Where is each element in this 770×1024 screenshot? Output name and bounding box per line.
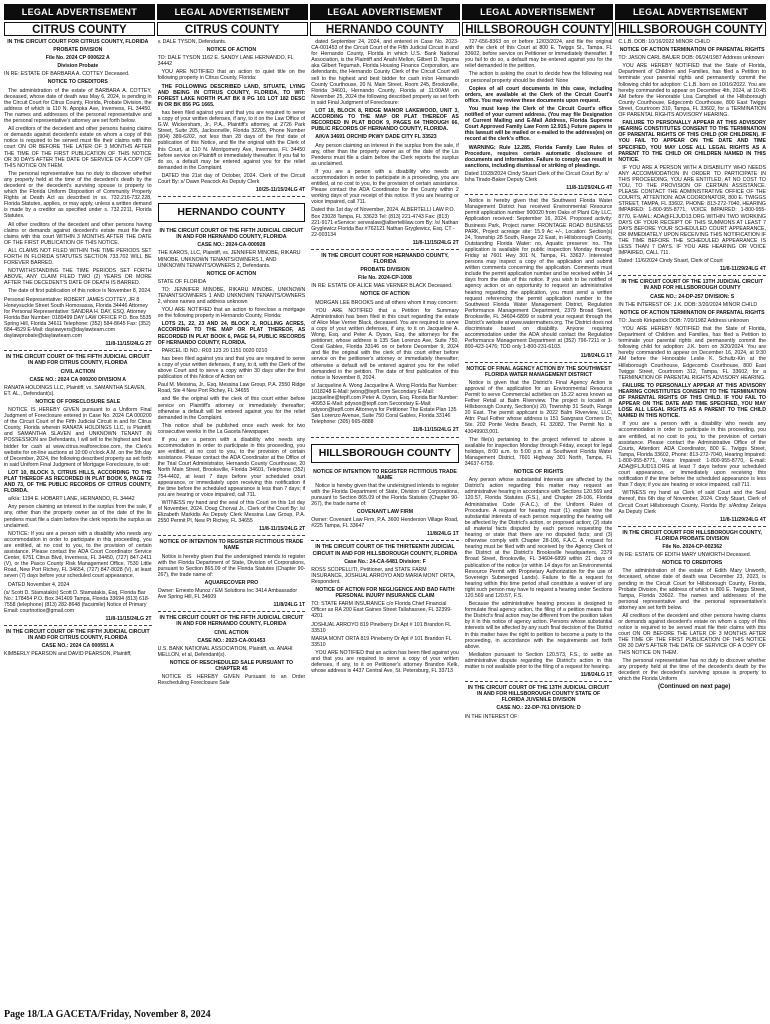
divider [618,526,766,527]
publication-ref: 11/8-11/29/24LG 4T [566,185,613,192]
notice-text: Any person claiming an interest in the surplus from the sale, if any, other than the property owner as of the date of the Lis Pendens must file a claim before the Clerk reports the surplus as unclaimed. [311,142,459,167]
interest-of: IN THE INTEREST OF: [464,713,519,720]
county-headers [4,22,766,36]
notice-text: If you are a person with a disability who needs any accommodation in order to participate in this proceeding, you are entitled, at no cost to you, to the provision of certain assistance. Please contact the ADA Coordinator at the Office of the Trial Court Administrator, Hernando County Courthouse, 20 North Main Street, Brooksville, Florida 34601, Telephone (352) 754-4402, at least 7 days before your scheduled court appearance, or immediately upon receiving this notification if the time before the scheduled appearance is less than 7 days; if you are hearing or voice impaired, call 711. [157,436,306,498]
notice-text: Mediation pursuant to Section 120.573, F.S., to settle an administrative dispute regarding the District's action in this matter is not available prior to the filing of a request for hearing. [464,651,613,670]
publication-ref: 10/25-11/15/24LG 4T [255,187,306,194]
notice-title: NOTICE TO CREDITORS [47,79,108,86]
witness: WITNESS my hand as Clerk of said Court and the Seal thereof, this 6th day of November, 2024. Cindy Stuart, Clerk of Circuit Court Hillsborough County, Florida By: s/Ardray Zelaya As Deputy Clerk [618,490,766,515]
civil-action: CIVIL ACTION [60,368,95,375]
clerk-info: Dated 10/28/2024 Cindy Stuart Clerk of the Circuit Court By: s/ Isha Tirado-Baker Deputy Clerk [464,170,609,183]
county-label: CITRUS COUNTY [157,22,308,36]
court-heading: IN THE CIRCUIT COURT OF THE FIFTH JUDICIAL CIRCUIT IN AND FOR CITRUS COUNTY, FLORIDA [5,629,150,642]
divider [618,275,766,276]
notice-text: has been filed against you and that you are required to serve a copy of your written defenses, if any, to it on the Law Office of G.W. Wickersham, Jr., P.A., Plaintiff's attorney, at 2726 Park Street, Suite 205, Jacksonville, Florida 32205, Phone Number (904) 389-6202, not less than 28 days of the first date of publication of this Notice, and file the original with the Clerk of this Court, at 110 N. Montgomery Ave, Inverness, FL 34450 before service on Plaintiff or immediately thereafter. If you fail to do so, a default may be entered against you for the relief demanded in the Complaint. [157,109,306,171]
notice-title: NOTICE OF ACTION FOR NEGLIGENCE AND BAD FAITH PERSONAL INJURY INSURANCE CLAIM [315,587,455,600]
legal-ad-header: LEGAL ADVERTISEMENT [310,4,461,20]
notice-title: NOTICE OF ACTION [206,270,257,277]
notice-title: NOTICE OF ACTION [206,47,257,54]
interest-of: IN THE INTEREST OF: J.K. DOB: 3/20/2024 MINOR CHILD [618,301,758,308]
notice-title: NOTICE OF RESCHEDULED SALE PURSUANT TO CHAPTER 45 [169,659,294,672]
owner-info: Owner: Covenant Law Firm, P.A. 3600 Henderson Village Road, #225 Tampa, FL 33647 [311,517,459,530]
county-box: HILLSBOROUGH COUNTY [311,444,459,463]
case-number: Case No.: 24-CA-6481 Division: F [344,558,426,565]
notice-title: NOTICE TO CREDITORS [662,560,723,567]
estate-re: IN RE: ESTATE OF ALICE MAE VERNER BLACK Deceased. [311,283,453,290]
notice-text: DATED this 21st day of October, 2024. Clerk of the Circuit Court By: s/ Dawn Peacock As Deputy Clerk [157,172,306,185]
notice-text: Notice is hereby given that the Southwest Florida Water Management District has received Environmental Resource permit application number 900020 from Oaks of Plant City LLC, Application received: September 16, 2024, Proposed activity: Business Park, Project name: FRONTAGE ROAD BUSINESS PARK, Project acreage site: 15.9 Ac +/-, Location: Section(s) 24, Township 28 South, Range 22 East, in Hillsborough County, Outstanding Florida Water: no, Aquatic preserve: no. The application is available for public inspection Monday through Friday at 7601 Hwy 301 N, Tampa, FL 33637. Interested persons may inspect a copy of the application and submit written comments concerning the application. Comments must include the permit application number and be received within 14 days from the date of this notice. If you wish to be notified of agency action or an opportunity to request an administrative hearing regarding the application, you must send a written request referencing the permit application number to the Southwest Florida Water Management District, Regulation Performance Management Department, 2379 Broad Street, Brooksville, FL 34604-6899 or submit your request through the District's website at www.watermatters.org. The District does not discriminate based on disability. Anyone requiring accommodation under the ADA should contact the Regulation Performance Management Department at (352) 796-7211 or 1-800-423-1476; TDD only 1-800-231-6103. [464,198,613,351]
notice-to: TO: Jacob Kirkpatrick DOB: 7/20/1982 Address unknown [618,317,749,324]
notice-text: NOTICE IS HEREBY GIVEN pursuant to a Uniform Final Judgment of Foreclosure entered in Case No. 2024 CA 000200 of the Circuit Court of the Fifth Judicial Circuit in and for Citrus County, Florida wherein RANATA HOLDINGS LLC, is Plaintiff, and SAMANTHA SLAVEN and UNKNOWN TENANT IN POSSESSION are Defendants, I will sell to the highest and best bidder for cash at www.citrus.realforeclose.com, the Clerk's website for on-line auctions at 10:00 o'clock A.M. on the 5th day of December, 2024, the following described property as set forth in said Uniform Final Judgment of Mortgage Foreclosure, to wit: [4,406,152,468]
section-headers [4,4,766,20]
publication-ref: 11/8/24LG 1T [273,602,306,609]
notice-text: NOTWITHSTANDING THE TIME PERIODS SET FORTH ABOVE, ANY CLAIM FILED TWO (2) YEARS OR MORE AFTER THE DECEDENT'S DATE OF DEATH IS BARRED. [4,268,152,287]
legal-ad-header: LEGAL ADVERTISEMENT [4,4,155,20]
publication-ref: 11/8/24LG 1T [427,531,459,538]
child-info: C.L.B. DOB: 10/16/2022 MINOR CHILD [618,39,711,45]
divider [465,681,613,682]
notice-title: NOTICE OF ACTION TERMINATION OF PARENTAL RIGHTS [619,309,765,316]
notice-text: All creditors of the decedent and other persons having claims or demands against decedent's estate on whom a copy of this notice is required to be served must file their claims with this court ON OR BEFORE THE LATER OF 3 MONTHS AFTER THE TIME OF THE FIRST PUBLICATION OF THIS NOTICE OR 30 DAYS AFTER THE DATE OF SERVICE OF A COPY OF THIS NOTICE ON THEM. [618,612,766,656]
property-description: LOTS 21, 22, 23 AND 24, BLOCK 2, ROLLING ACRES, ACCORDING TO THE MAP OR PLAT THEREOF, AS RECORDED IN PLAT BOOK 6, PAGE 54, PUBLIC RECORDS OF HERNANDO COUNTY, FLORIDA. [157,321,306,346]
dated: DATED November 4, 2024 [8,581,70,588]
notice-text: WARNING: Rule 12.285, Florida Family Law Rules of Procedure, requires certain automatic disclosure of documents and information. Failure to comply can result in sanctions, including dismissal or striking of pleadings. [464,144,613,169]
owner-info: Owner: Ernesto Munoz / EM Solutions Inc 3414 Ambassador Ave Spring Hill, FL 34609 [157,588,298,601]
trade-name: COVENANT LAW FIRM [356,509,414,516]
parties: KIMBERLY PEARSON and DAVID PEARSON, Plaintiff, [4,651,132,658]
notice-text: IF YOU ARE A PERSON WITH A DISABILITY WHO NEEDS ANY ACCOMMODATION IN ORDER TO PARTICIPATE IN THIS PROCEEDING, YOU ARE ENTITLED, AT NO COST TO YOU, TO THE PROVISION OF CERTAIN ASSISTANCE. PLEASE CONTACT THE ADMINISTRATIVE OFFICE OF THE COURTS, ATTENTION: ADA COORDINATOR, 800 E. TWIGGS STREET, TAMPA, FL 33602, PHONE: 813-272-7040, HEARING IMPAIRED: 1-800-955-8771, VOICE IMPAIRED: 1-800-955-8770, E-MAIL: ADA@FLJUD13.ORG WITHIN TWO WORKING DAYS OF YOUR RECEIPT OF THIS SUMMONS AT LEAST 7 DAYS BEFORE YOUR SCHEDULED COURT APPEARANCE, OR IMMEDIATELY UPON RECEIVING THIS NOTIFICATION IF THE TIME BEFORE THE SCHEDULED APPEARANCE IS LESS THAN 7 DAYS. IF YOU ARE HEARING OR VOICE IMPAIRED, CALL 711. [618,164,766,257]
notice-text: Notice is hereby given that the undersigned intends to register with the Florida Department of State, Division of Corporations, pursuant to Section 865.09 of the Florida Statutes (Chapter 90-267), the trade name of: [311,482,459,507]
notice-text: The personal representative has no duty to discover whether any property held at the time of the decedent's death by the decedent or the decedent's surviving spouse is property to which the Florida Uniform [618,657,766,682]
notice-to: MORGAN LEE BROOKS and all others whom it may concern: [315,299,458,306]
notice-text: and file the original with the clerk of this court either before service on Plaintiff's attorney or immediately thereafter; otherwise a default will be entered against you for the relief demanded in the Complaint. [157,396,306,421]
court-heading: IN THE CIRCUIT COURT OF THE 13TH JUDICIAL CIRCUIT IN AND FOR HILLSBOROUGH COUNTY [621,279,764,292]
court-heading: IN THE CIRCUIT COURT OF THE FIFTH JUDICIAL CIRCUIT IN AND FOR HERNANDO COUNTY, FLORIDA [159,228,304,241]
publication-ref: 11/8-11/15/24LG 2T [259,526,306,533]
parties: U.S. BANK NATIONAL ASSOCIATION, Plaintiff, vs. ANAHI MELLON, et al, Defendant(s). [157,645,293,658]
notice-title: NOTICE OF FORECLOSURE SALE [35,398,121,405]
notice-to: MARIA MONT ORTA 819 Pineberry Dr Apt # 101 Brandon FL 33510 [311,635,452,648]
court-heading: IN THE CIRCUIT COURT OF THE FIFTH JUDICIAL CIRCUIT IN AND FOR CITRUS COUNTY, FLORIDA [5,354,150,367]
notice-title: NOTICE OF INTENTION TO REGISTER FICTITIOUS TRADE NAME [313,468,457,481]
property-description: LOT 18, BLOCK 8, RIDGE MANOR LAKEWOOD, UNIT 3, ACCORDING TO THE MAP OR PLAT THEREOF AS RECORDED IN PLAT BOOK 9, PAGES 64 THROUGH 66, PUBLIC RECORDS OF HERNANDO COUNTY, FLORIDA. [311,108,459,133]
publication-ref: 11/8-11/29/24LG 4T [719,266,766,273]
continued-note: (Continued on next page) [658,684,731,690]
county-label: HILLSBOROUGH COUNTY [615,22,766,36]
notice-text: If you are a person with a disability who needs an accommodation in order to participate in a proceeding, you are entitled, at no cost to you, to the provision of certain assistance. Please contact the ADA Coordinator for the County within 2 working days of your receipt of this notice. If you are hearing or voice impaired, call 711. [311,168,459,206]
division-name: Division Probate [57,63,99,70]
file-number: File No. 2024-CP-1008 [358,275,412,282]
divider [4,350,152,351]
parties: v. DALE TYSON, Defendants. [157,39,227,45]
notice-text: 727-656-8363 on or before 12/03/2024, and file the original with the clerk of this Court at 800 E. Twiggs St., Tampa, FL 33602, before service on Petitioner or immediately thereafter. If you fail to do so, a default may be entered against you for the relief demanded in the petition. [464,39,613,70]
property-description: THE FOLLOWING DESCRIBED LAND, SITUATE, LYING AND BEING IN CITRUS COUNTY, FLORIDA, TO WIT: FOREST LAKE NORTH PLAT BK 8 PG 101 LOT 182 DESC IN OR BK 856 PG 1665. [157,83,306,108]
notice-text: YOU ARE HEREBY NOTIFIED that the State of Florida, Department of Children and Families, has filed a Petition to terminate your parental rights and permanently commit the following child for adoption: J.K. born on 3/20/2024. You are hereby commanded to appear on December 16, 2024, at 9:30 AM before the Honorable Leslie K. Schultz-Kin at the Hillsborough Courthouse, Edgecomb Courthouse, 800 East Twiggs Street, Courtroom 312, Tampa, FL 33602, for a TERMINATION OF PARENTAL RIGHTS ADVISORY HEARING. [618,325,766,381]
case-number: CASE NO.: 2024-CA-000928 [197,242,266,249]
parcel-id: PARCEL ID NO.: R03 123 20 1151 0020 0210 [161,347,268,354]
notice-title: NOTICE OF RIGHTS [513,469,564,476]
divider [311,437,459,438]
notice-text: Any person claiming an interest in the surplus from the sale, if any, other than the property owner as of the date of the lis pendens must file a claim before the clerk reports the surplus as unclaimed. [4,504,152,529]
notice-to: TO: JASON CARL BAUER DOB: 06/24/1987 Address unknown [618,55,764,62]
division: PROBATE DIVISION [360,267,410,274]
attorney-info: (s/ Scott D. Stamatakis) Scott D. Stamatakis, Esq. Florida Bar No.: 178454 P.O. Box 341409 Tampa, Florida 33694 (813) 618-7558 (telephone) (813) 282-8648 (facsimile) Notice of Primary Email: courtnotice@gmail.com [4,589,150,614]
newspaper-page [4,4,766,1006]
column-4 [465,39,613,1005]
estate-re: IN RE: ESTATE OF BARBARA A. COTTEY Deceased. [4,71,130,78]
divider [311,540,459,541]
page-footer: Page 18/LA GACETA/Friday, November 8, 2024 [4,1009,211,1020]
notice-text: The administration of the estate of BARBARA A. COTTEY, deceased, whose date of death was May 6, 2024, is pending in the Circuit Court for Citrus County, Florida, Probate Division, the address of which is 110 N. Apopka Ave, Inverness, FL 34450. The names and addresses of the personal representative and the personal representative's attorney are set forth below. [4,87,152,125]
divider [158,611,306,612]
notice-text: FAILURE TO PERSONALLY APPEAR AT THIS ADVISORY HEARING CONSTITUTES CONSENT TO THE TERMINATION OF PARENTAL RIGHTS OF THIS CHILD (OR CHILDREN). IF YOU FAIL TO APPEAR ON THE DATE AND TIME SPECIFIED, YOU MAY LOSE ALL LEGAL RIGHTS AS A PARENT TO THE CHILD OR CHILDREN NAMED IN THIS NOTICE. [618,120,766,163]
parties: RANATA HOLDINGS LLC, Plaintiff, vs. SAMANTHA SLAVEN, ET. AL., Defendant(s). [4,384,146,397]
notice-text: Because the administrative hearing process is designed to formulate final agency action, the filing of a petition means that the District's final action may be different from the position taken by it in this notice of agency action. Persons whose substantial interests will be affected by any such final decision of the District in this matter have the right to petition to become a party to the proceeding, in accordance with the requirements set forth above. [464,601,613,650]
notice-text: Notice is hereby given that the undersigned intends to register with the Florida Department of State, Division of Corporations, pursuant to Section 865.09 of the Florida Statutes (Chapter 90-267), the trade name of: [157,553,306,578]
trade-name: AQUARECOVER PRO [204,579,259,586]
case-number: CASE NO.: 2024 CA 000200 DIVISION A [29,376,127,383]
notice-text: YOU ARE NOTIFIED that a Petition for Summary Administration has been filed in this court regarding the estate of Alice Mae Verner Black, deceased. You are required to serve a copy of your written defenses, if any, to it on Jacqueline A. Wong, Esq. and Peter A. Dyson, Esq. the attorneys for the petitioner, whose address is 135 San Lorenzo Ave, Suite 750, Coral Gables, Florida 33146 on or before December 9, 2024 and file the original with the clerk of this court either before service on the petitioner's attorney or immediately thereafter; otherwise a default will be entered against you for the relief demanded in the petition. The date of first publication of this notice is November 8, 2024. [311,307,459,381]
publication-ref: 11/8-11/15/24LG 2T [105,341,152,348]
divider [465,362,613,363]
property-description: LOT 10, BLOCK 3, CITRUS HILLS, ACCORDING TO THE PLAT THEREOF AS RECORDED IN PLAT BOOK 9, PAGE 72 AND 73, OF THE PUBLIC RECORDS OF CITRUS COUNTY, FLORIDA. [4,469,152,495]
notice-text: All creditors of the decedent and other persons having claims or demands against decedent's estate on whom a copy of this notice is required to be served must file their claims with this court ON OR BEFORE THE LATER OF 3 MONTHS AFTER THE TIME OF THE FIRST PUBLICATION OF THIS NOTICE OR 30 DAYS AFTER THE DATE OF SERVICE OF A COPY OF THIS NOTICE ON THEM. [4,126,152,169]
publication-ref: 11/8/24LG 1T [580,672,613,679]
county-label: CITRUS COUNTY [4,22,155,36]
notice-to: TO: STATE FARM INSURANCE c/o Florida Chief Financial Officer as RA 200 East Gaines Street Tallahassee, FL 32399-4201 [311,601,452,620]
notice-to: TO: DALE TYSON 1162 E. SANDY LANE HERNANDO, FL 34442 [157,55,294,68]
notice-text: Notice is given that the District's Final Agency Action is approval of the application for an Environmental Resource Permit to serve Commercial activities on 15.22 acres known as Fether Retail at Balm Riverview. The project is located in Hillsborough County, Section(s) 20, Township 31 South, Range 20 East. The permit applicant is 2022 Balm Riverview, LLC, Attn: Paul Fother whose address is 151 Sawgrass Corners Dr, Ste. 202 Ponte Vedra Beach, FL 32082. The Permit No. is 43049903.001. [464,379,613,435]
divider [158,535,306,536]
parties: THE KAROS, LLC, Plaintiff, vs. JENNIFER MINOBE, RIKARU MINOBE, UNKNOWN TENANTS/OWNERS 1, AND UNKNOWN TENANTS/OWNERS 2, Defendants. [157,250,301,269]
notice-title: NOTICE OF INTENTION TO REGISTER FICTITIOUS TRADE NAME [159,539,304,552]
notice-text: Copies of all court documents in this case, including orders, are available at the Clerk of the Circuit Court's office. You may review these documents upon request. [464,85,613,104]
notice-to: JOSHUAL ARROYO 819 Pineberry Dr Apt # 101 Brandon FL 33510 [311,621,451,634]
notice-text: If you are a person with a disability who needs any accommodation in order to participate in this proceeding, you are entitled, at no cost to you, to the provision of certain assistance. Please contact the Administrative Office of the Courts, Attention: ADA Coordinator, 800 E. Twiggs Street, Tampa, Florida 33602, Phone: 813-272-7040, Hearing Impaired: 1-800-955-8771, Voice Impaired: 1-800-955-8770, E-mail: ADA@FLJUD13.ORG at least 7 days before your scheduled court appearance, or immediately upon receiving this notification if the time before the scheduled appearance is less than 7 days; if you are hearing or voice impaired, call 711. [618,421,766,489]
legal-ad-header: LEGAL ADVERTISEMENT [462,4,613,20]
divider [4,625,152,626]
estate-re: IN RE: ESTATE OF EDITH MARY UNWORTH Deceased. [618,552,752,559]
attorney-info: s/ Jacqueline A. Wong Jacqueline A. Wong Florida Bar Number: 1018248 E-Mail: jwong@tepfl.com Secondary E-Mail: jacqueline@tepfl.com Peter A. Dyson, Esq. Florida Bar Number: 40953 E-Mail: pdyson@tepfl.com Secondary E-Mail: pdyson@tepfl.com Attorneys for Petitioner The Estate Plan 135 San Lorenzo Avenue, Suite 750 Coral Gables, Florida 33146 Telephone: (305) 665-8888 [311,382,459,426]
county-label: HERNANDO COUNTY [310,22,461,36]
publication-ref: 11/8-11/29/24LG 4T [719,516,766,523]
publication-ref: 11/8/24LG 1T [580,352,613,359]
state: STATE OF FLORIDA [157,278,207,285]
file-number: File No. 2024 CP 000622 A [45,55,110,62]
notice-text: All other creditors of the decedent and other persons having claims or demands against decedent's estate must file their claims with this court WITHIN 3 MONTHS AFTER THE DATE OF THE FIRST PUBLICATION OF THIS NOTICE. [4,221,152,246]
notice-text: This notice shall be published once each week for two consecutive weeks in the La Gaceta Newspaper. [157,422,306,435]
county-box: HERNANDO COUNTY [158,203,306,222]
court-heading: IN THE CIRCUIT COURT OF THE 13TH JUDICIAL CIRCUIT IN AND FOR HILLSBOROUGH COUNTY STATE OF FLORIDA JUVENILE DIVISION [467,685,610,704]
attorney-info: Paul M. Messina, Jr., Esq. Messina Law Group, P.A. 2550 Ridge Road, Ste 4 New Port Richey, FL 34655 [157,382,306,395]
witness: WITNESS my hand and the seal of this Court on this 1st day of November, 2024. Doug Chorvat Jr., Clerk of the Court By: /s/ Elizabeth Markidis As Deputy Clerk Messina Law Group, P.A. 2550 Permit Pl, New Pt Richey, FL 34655 [157,499,306,525]
case-number: CASE NO.: 22-DP-761 DIVISION: D [496,705,581,712]
parties: ROSS SCOPELLITI, Petitioner, and STATE FARM INSURANCE, JOSHUAL ARROYO AND MARIA MONT ORTA, Respondent. [311,566,456,585]
notice-text: NOTICE IS HEREBY GIVEN Pursuant to an Order Rescheduling Foreclosure Sale [157,674,306,687]
column-5 [618,39,766,1005]
attorney-info: Dated this 1st day of November, 2024. ALBERTELLI LAW P.O. Box 23028 Tampa, FL 33623 Tel: (813) 221-4743 Fax: (813) 221-9171 eService: servealaw@albertellilaw.com By: /s/ Nathan Gryglewicz Florida Bar #762121 Nathan Gryglewicz, Esq. CT - 22-003134 [311,207,459,238]
column-1 [4,39,152,1005]
notice-text: The date of first publication of this notice is November 8, 2024. [8,288,152,295]
divider [158,196,306,197]
divider [465,194,613,195]
notice-text: FAILURE TO PERSONALLY APPEAR AT THIS ADVISORY HEARING CONSTITUTES CONSENT TO THE TERMINATION OF PARENTAL RIGHTS OF THIS CHILD. IF YOU FAIL TO APPEAR ON THE DATE AND TIME SPECIFIED, YOU MAY LOSE ALL LEGAL RIGHTS AS A PARENT TO THE CHILD NAMED IN THIS NOTICE. [618,382,766,420]
notice-text: YOU ARE NOTIFIED that an action to quiet title on the following property in Citrus County, Florida: [157,69,306,82]
legal-ad-header: LEGAL ADVERTISEMENT [157,4,308,20]
division: PROBATE DIVISION [53,47,103,54]
case-number: CASE NO.: 24-DP-257 DIVISION: S [650,293,735,300]
notice-text: ALL CLAIMS NOT FILED WITHIN THE TIME PERIODS SET FORTH IN FLORIDA STATUTES SECTION 733.702 WILL BE FOREVER BARRED. [4,247,152,267]
notice-title: NOTICE OF FINAL AGENCY ACTION BY THE SOUTHWEST FLORIDA WATER MANAGEMENT DISTRICT [466,365,611,378]
publication-ref: 11/8-11/15/24LG 2T [105,615,152,622]
notice-to: TO: JENNIFER MINOBE, RIKARU MINOBE, UNKNOWN TENANTS/OWNERS 1 AND UNKNOWN TENANTS/OWNERS 2, whose names and address unknown [157,286,306,306]
county-label: HILLSBOROUGH COUNTY [462,22,613,36]
legal-ad-header: LEGAL ADVERTISEMENT [615,4,766,20]
divider [311,249,459,250]
property-address: a/k/a: 1194 E. HOBART LANE, HERNANDO, FL 34442 [8,496,135,503]
column-2 [158,39,306,1005]
notice-text: YOU ARE HEREBY NOTIFIED that the State of Florida, Department of Children and Families, has filed a Petition to terminate your parental rights and permanently commit the following child for adoption: C.L.B. born on 10/16/2022. You are hereby commanded to appear on December 4th, 2024, at 10:45 AM before the Honorable Lisa Campbell at the Hillsborough County Courthouse, Edgecomb Courthouse, 800 East Twiggs Street, Courtroom 310, Tampa, FL 33602, for a TERMINATION OF PARENTAL RIGHTS ADVISORY HEARING. [618,63,766,119]
case-number: CASE NO.: 2023-CA-001453 [197,637,266,644]
representative-info: Personal Representative: ROBERT JAMES COTTEY, JR 8 Honeysuckle Street South Homosassa, Florida 34446 Attorney for Personal Representative: SANDRA H. DAY, ESQ. Attorney Florida Bar Number: 0189499 DAY LAW OFFICE P.O. Box 5535 Spring Hill, Florida 34611 Telephone: (352) 584-8645 Fax: (352) 684-4529 E-Mail: dayiawyers@daylawteam.com daylawprobate@daylawteam.com [4,296,152,340]
court-heading: IN THE CIRCUIT COURT FOR CITRUS COUNTY, FLORIDA [7,39,149,45]
notice-text: The personal representative has no duty to discover whether any property held at the time of the decedent's death by the decedent or the decedent's surviving spouse is property to which the Florida Uniform Disposition of Community Property Rights at Death Act as described in ss. 732.216-732.228, Florida Statutes, applies, or may apply, unless a written demand is made by a creditor as specified under s. 732.2211, Florida Statutes. [4,170,152,220]
property-address: A/K/A 34691 ORCHID PKWY DADE CITY FL 33523 [315,134,437,141]
notice-text: The administration of the estate of Edith Mary Unworth, deceased, whose date of death was December 23, 2023, is pending in the Circuit Court for Hillsborough County, Florida, Probate Division, the address of which is 800 E. Twiggs Street, Tampa, Florida 33602. The names and addresses of the personal representative and the personal representative's attorney are set forth below. [618,568,766,611]
court-heading: IN THE CIRCUIT COURT OF THE FIFTH JUDICIAL CIRCUIT IN AND FOR HERNANDO COUNTY, FLORIDA [159,615,304,628]
column-3 [311,39,459,1005]
file-number: File No. 2024-CP-002362 [662,544,723,551]
publication-ref: 11/8-11/15/24LG 2T [412,239,459,246]
court-heading: IN THE CIRCUIT COURT FOR HERNANDO COUNTY, FLORIDA [321,253,449,266]
notice-text: dated September 24, 2024, and entered in Case No. 2023-CA-001453 of the Circuit Court of the Fifth Judicial Circuit in and for Hernando County, Florida in which U.S. Bank National Association, is the Plaintiff and Anahi Mellon, Gilbert D. Teguma aka Gilbert Tegumah, Florida Housing Finance Corporation, are defendants, the Hernando County Clerk of the Circuit Court will sell to the highest and best bidder for cash in/on Hernando County Courthouse, 20 N. Main Street, Room 245, Brooksville, Florida 34601, Hernando County, Florida at 11:00AM on November 25, 2024 the following described property as set forth in said Final Judgment of Foreclosure: [311,39,459,106]
columns [4,39,766,1005]
notice-text: Any person whose substantial interests are affected by the District's action regarding this matter may request an administrative hearing in accordance with Sections 120.569 and 120.57, Florida Statutes (F.S.), and Chapter 28-106, Florida Administrative Code (F.A.C.), of the Uniform Rules of Procedure. A request for hearing must (1) explain how the substantial interests of each person requesting the hearing will be affected by the District's action, or proposed action; (2) state all material facts disputed by each person requesting the hearing or state that there are no disputed facts; and (3) otherwise comply with Chapter 28-106, F.A.C. A request for hearing must be filed with and received by the Agency Clerk of the District at the District's Brooksville headquarters, 2379 Broad Street, Brooksville, FL 34604-6899 within 21 days of publication of the notice (or within 14 days for an Environmental Resource Permit with Proprietary Authorization for the use of Sovereign Submerged Lands). Failure to file a request for hearing within this time period shall constitute a waiver of any right such person may have to request a hearing under Sections 120.569 and 120.57, F.S. [464,477,613,599]
publication-ref: 11/8-11/15/24LG 2T [412,427,459,434]
notice-text: You must keep the Clerk of the Circuit Court's office notified of your current address. (You may file Designation of Current Mailing and E-Mail Address, Florida Supreme Court Approved Family Law Form 12.915.) Future papers in this lawsuit will be mailed or e-mailed to the address(es) on record at the clerk's office. [464,105,613,143]
notice-text: NOTICE: If you are a person with a disability who needs any accommodation in order to participate in this proceeding, you are entitled, at no cost to you, to the provision of certain assistance. Please contact the ADA Court Coordinator Service Center, 6751 Citrus Blvd, Inverness, FL 34450, (727) 847-2411 (V), or the Pasco County Risk Management Office, 7530 Little Road, New Port Richey, FL 34654, (727) 847-8028 (V), at least seven (7) days before your scheduled court appearance. [4,530,152,580]
notice-text: has been filed against you and that you are required to serve a copy of your written defenses, if any, to it, with the Clerk of the above Court and to serve a copy within 30 days after the first publication of this Notice of Action on: [157,355,306,381]
notice-title: NOTICE OF ACTION TERMINATION OF PARENTAL RIGHTS [619,47,765,54]
notice-text: YOU ARE NOTIFIED that an action has been filed against you and that you are required to serve a copy of your written defenses, if any, to it on Petitioner's attorney Brandon Kelk, whose address is 4437 Central Ave, St. Petersburg, FL 33713 [311,649,459,675]
court-heading: IN THE CIRCUIT COURT OF THE THIRTEENTH JUDICIAL CIRCUIT IN AND FOR HILLSBOROUGH COUNTY, FLORIDA [312,544,458,557]
dated: Dated: 11/6/2024 Cindy Stuart, Clerk of Court [618,258,723,265]
notice-text: The file(s) pertaining to the project referred to above is available for inspection Monday through Friday, except for legal holidays, 8:00 a.m. to 5:00 p.m. at Southwest Florida Water Management District, 7601 Highway 301 North, Tampa, FL 34637-6759. [464,436,613,467]
case-number: CASE NO.: 2024 CA 000551 A [41,643,114,650]
notice-text: The action is asking the court to decide how the following real or personal property should be divided: None [464,71,613,84]
civil-action: CIVIL ACTION [214,629,249,636]
court-heading: IN THE CIRCUIT COURT FOR HILLSBOROUGH COUNTY, FLORIDA PROBATE DIVISION [622,529,762,542]
notice-title: NOTICE OF ACTION [360,291,410,298]
notice-text: YOU ARE NOTIFIED that an action to foreclose a mortgage on the following property in Hernando County, Florida: [157,307,306,320]
